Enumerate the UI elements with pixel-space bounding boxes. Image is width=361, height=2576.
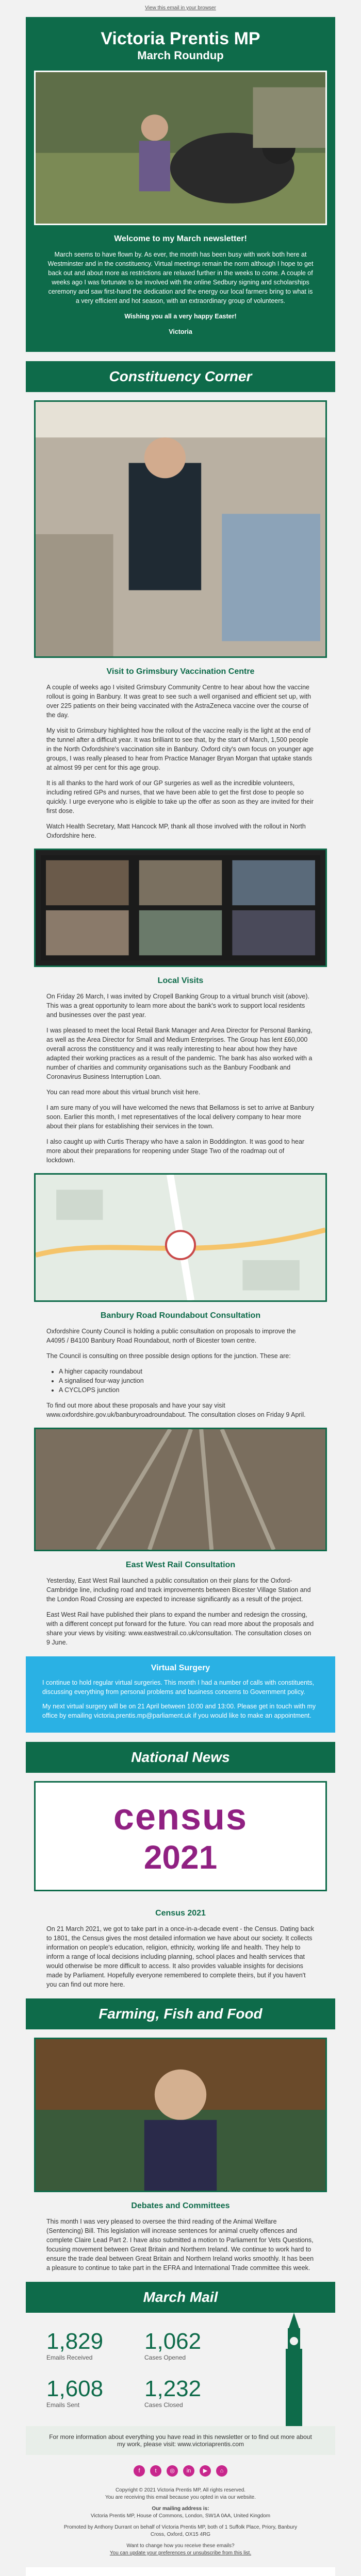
- virtual-surgery-section: [26, 1656, 335, 1733]
- newsletter-subtitle: March Roundup: [137, 49, 224, 62]
- newsletter: [26, 0, 335, 2576]
- census-heading: Census 2021: [155, 1909, 206, 1918]
- header-panel: [26, 17, 335, 352]
- mail-stats: [26, 2313, 253, 2426]
- roundabout-option: • A CYCLOPS junction: [59, 1385, 315, 1395]
- census-logo-word: census: [113, 1797, 248, 1838]
- local-visits-text: [26, 967, 335, 1165]
- vaccination-p2: My visit to Grimsbury highlighted how the rollout of the vaccine really is the light at the end of the tunnel after a difficult year. It was brilliant to see that, by the start of March, 1,500 people in the North Oxfordshire's vaccination site in Banbury. Oxford city's own focus on younger age groups, I was really pleased to hear from Practice Manager Bryan Morgan that uptake stands at almost 99 per cent for this age group.: [46, 727, 314, 771]
- roundabout-options: [59, 1367, 315, 1395]
- section-mail: March Mail: [26, 2282, 335, 2313]
- east-west-heading: East West Rail Consultation: [125, 1561, 236, 1569]
- youtube-icon[interactable]: ▶: [200, 2465, 211, 2477]
- intro-body: March seems to have flown by. As ever, the month has been busy with work both here at Westminster and in the constituency. Virtual meetings remain the norm although I hope to get back out and about more as restrictions are relaxed further in the weeks to come. A couple of weeks ago I was fortunate to be involved with the online Sedbury signing and scholarships ceremony and saw first-hand the dedication and the energy our local farmers bring to what is a very efficient and hot season, with an extraordinary group of volunteers.: [47, 251, 314, 304]
- east-west-p1: Yesterday, East West Rail launched a public consultation on their plans for the Oxford-Cambridge line, including road and track improvements between Bicester Village Station and the London Road Crossing are expected to increase significantly as a result of the project.: [46, 1577, 311, 1603]
- east-west-section: [26, 1428, 335, 1647]
- rail-photo: [34, 1428, 327, 1551]
- local-visits-section: [26, 849, 335, 1165]
- view-in-browser-link[interactable]: View this email in your browser: [145, 5, 216, 11]
- roundabout-option: • A signalised four-way junction: [59, 1376, 315, 1385]
- virtual-p1: I continue to hold regular virtual surgeries. This month I had a number of calls with constituents, discussing everything from personal problems and business concerns to Government policy.: [42, 1679, 315, 1696]
- local-visits-heading: Local Visits: [157, 976, 204, 985]
- local-visits-p5: I also caught up with Curtis Therapy who have a salon in Bodddington. It was good to hear more about their preparations for reopening under Stage Two of the roadmap out of lockdown.: [46, 1138, 305, 1164]
- linkedin-icon[interactable]: in: [183, 2465, 194, 2477]
- facebook-icon[interactable]: f: [134, 2465, 145, 2477]
- roundabout-option: • A higher capacity roundabout: [59, 1367, 315, 1376]
- roundabout-p2: The Council is consulting on three possible design options for the junction. These are:: [46, 1352, 291, 1360]
- hero-photo: [34, 71, 327, 225]
- virtual-heading: Virtual Surgery: [151, 1664, 210, 1672]
- copyright: Copyright © 2021 Victoria Prentis MP, All rights reserved.: [115, 2487, 246, 2493]
- east-west-text: [26, 1551, 335, 1647]
- local-visits-p2: I was pleased to meet the local Retail Bank Manager and Area Director for Personal Banking, as well as the Area Director for Small and Medium Enterprises. The Group has lent £60,000 overall across the constituency and it was really interesting to hear about how they have adapted their working practices as a result of the pandemic. The bank has also worked with a number of charities and community organisations such as the Banbury Foodbank and Coronavirus Business Interruption Loan.: [46, 1027, 313, 1080]
- vaccination-p4: Watch Health Secretary, Matt Hancock MP, thank all those involved with the rollout in North Oxfordshire here.: [46, 823, 306, 839]
- mailchimp-banner[interactable]: [26, 2567, 335, 2576]
- intro-block: [26, 225, 335, 336]
- hero-photo-image: [36, 72, 325, 224]
- vaccination-section: [26, 400, 335, 840]
- big-ben-icon: [253, 2313, 335, 2426]
- newsletter-title: Victoria Prentis MP: [101, 29, 260, 48]
- video-call-screenshot: [34, 849, 327, 967]
- vaccination-heading: Visit to Grimsbury Vaccination Centre: [106, 667, 255, 676]
- farming-section: [26, 2038, 335, 2273]
- instagram-icon[interactable]: ◎: [167, 2465, 178, 2477]
- stat-emails-received: 1,829 Emails Received: [46, 2329, 104, 2361]
- farming-text: [26, 2192, 335, 2273]
- stat-cases-opened: 1,062 Cases Opened: [144, 2329, 202, 2361]
- east-west-p2: East West Rail have published their plans to expand the number and redesign the crossing, with a different concept put forward for the future. You can read more about the proposals and share your views by visiting: www.eastwestrail.co.uk/consultation. The consultation closes on 9 June.: [46, 1611, 314, 1646]
- top-link-bar: [26, 0, 335, 17]
- vaccination-photo: [34, 400, 327, 658]
- virtual-p2: My next virtual surgery will be on 21 April between 10:00 and 13:00. Please get in touch with my office by emailing victoria.prentis.mp@parliament.uk if you would like to make an appointment.: [42, 1703, 316, 1719]
- section-farming: Farming, Fish and Food: [26, 1998, 335, 2029]
- roundabout-map: [34, 1173, 327, 1302]
- local-visits-p4: I am sure many of you will have welcomed the news that Bellamoss is set to arrive at Banbury soon. Earlier this month, I met representatives of the local delivery company to hear more about their plans for establishing their services in the town.: [46, 1104, 314, 1130]
- mailing-address: Victoria Prentis MP, House of Commons, London, SW1A 0AA, United Kingdom: [90, 2513, 271, 2519]
- section-constituency: Constituency Corner: [26, 361, 335, 392]
- census-section: [26, 1781, 335, 1989]
- farming-heading: Debates and Committees: [131, 2201, 230, 2210]
- census-logo: [34, 1781, 327, 1891]
- local-visits-p3: You can read more about this virtual brunch visit here.: [46, 1089, 201, 1096]
- census-logo-year: 2021: [143, 1839, 218, 1876]
- intro-signature: Victoria: [169, 328, 192, 335]
- mailing-address-label: Our mailing address is:: [152, 2506, 209, 2512]
- local-visits-p1: On Friday 26 March, I was invited by Cropell Banking Group to a virtual brunch visit (above). This was a great opportunity to learn more about the bank's work to support local residents and businesses over the past year.: [46, 993, 309, 1019]
- website-icon[interactable]: ⌂: [216, 2465, 227, 2477]
- promoted-by: Promoted by Anthony Durrant on behalf of Victoria Prentis MP, both of 1 Suffolk Place, Priory, Banbury Cross, Oxford, OX15 4RG: [63, 2524, 298, 2537]
- vaccination-text: [26, 658, 335, 840]
- intro-heading: Welcome to my March newsletter!: [114, 234, 247, 243]
- roundabout-heading: Banbury Road Roundabout Consultation: [100, 1311, 261, 1320]
- roundabout-p1: Oxfordshire County Council is holding a public consultation on proposals to improve the A4095 / B4100 Banbury Road Roundabout, north of Bicester town centre.: [46, 1328, 296, 1344]
- roundabout-p3: To find out more about these proposals and have your say visit www.oxfordshire.gov.uk/banburyroadroundabout. The consultation closes on Friday 9 April.: [46, 1402, 306, 1418]
- legal-footer: [26, 2487, 335, 2567]
- farming-p1: This month I was very pleased to oversee the third reading of the Animal Welfare (Sentencing) Bill. This legislation will increase sentences for animal cruelty offences and complete Claire Lead Part 2. I have also submitted a motion to Parliament for Vets Questions, focusing movement between Great Britain and Northern Ireland. We continue to work hard to ensure the trade deal between Great Britain and Northern Ireland works smoothly. It has been a pleasure to continue to take part in the EFRA and International Trade committee this week.: [46, 2218, 314, 2272]
- stat-cases-closed: 1,232 Cases Closed: [144, 2376, 202, 2409]
- prefs-question: Want to change how you receive these emails?: [126, 2543, 235, 2549]
- vaccination-p3: It is all thanks to the hard work of our GP surgeries as well as the incredible volunteers, including retired GPs and nurses, that we have been able to get the first dose to people so quickly. I urge everyone who is eligible to take up the offer as soon as they are invited for their first dose.: [46, 779, 314, 815]
- parliament-photo: [34, 2038, 327, 2192]
- twitter-icon[interactable]: t: [150, 2465, 161, 2477]
- opt-in-reason: You are receiving this email because you opted in via our website.: [105, 2495, 256, 2500]
- census-text: [26, 1900, 335, 1989]
- vaccination-p1: A couple of weeks ago I visited Grimsbury Community Centre to hear about how the vaccine rollout is going in Banbury. It was great to see such a well organised and efficient set up, with over 225 patients on their being vaccinated with the AstraZeneca vaccine over the course of the day.: [46, 684, 311, 719]
- census-p1: On 21 March 2021, we got to take part in a once-in-a-decade event - the Census. Dating back to 1801, the Census gives the most detailed information we have about our society. It collects information on people's education, religion, ethnicity, working life and health. They help to inform a range of local decisions including planning, school places and health services that would otherwise be more difficult to access. It also provides valuable insights for decisions made by Parliament. Hopefully everyone remembered to complete theirs, but if you haven't you can find out more here.: [46, 1925, 315, 1988]
- mail-section: [26, 2313, 335, 2426]
- stat-emails-sent: 1,608 Emails Sent: [46, 2376, 104, 2409]
- roundabout-text: [26, 1302, 335, 1419]
- intro-closing: Wishing you all a very happy Easter!: [124, 313, 237, 320]
- footer-note: For more information about everything you have read in this newsletter or to find out more about my work, please visit: www.victoriaprentis.com: [26, 2426, 335, 2455]
- roundabout-section: [26, 1173, 335, 1419]
- update-preferences-link[interactable]: You can update your preferences or unsubscribe from this list.: [109, 2550, 252, 2556]
- section-national: National News: [26, 1742, 335, 1773]
- social-links: [26, 2455, 335, 2487]
